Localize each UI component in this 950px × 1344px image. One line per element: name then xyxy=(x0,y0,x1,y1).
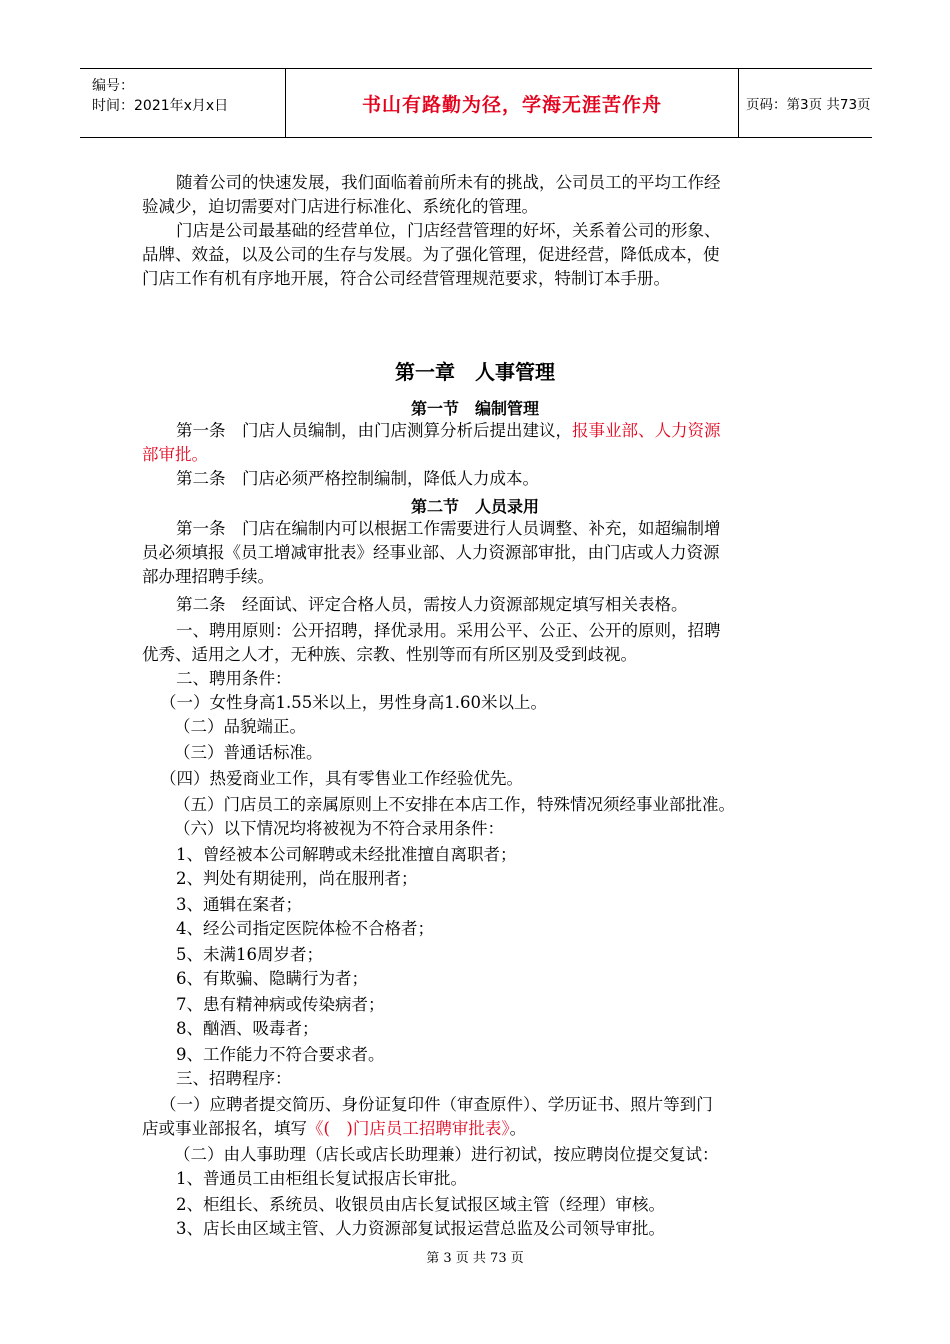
article-text: 店或事业部报名，填写 xyxy=(142,1119,307,1138)
intro-line: 门店是公司最基础的经营单位，门店经营管理的好坏，关系着公司的形象、 xyxy=(176,221,721,240)
list-item xyxy=(142,1118,526,1140)
article-line: 第二条 经面试、评定合格人员，需按人力资源部规定填写相关表格。 xyxy=(176,595,688,614)
list-item: 3、通辑在案者； xyxy=(176,895,302,914)
highlight-text: 报事业部、人力资源 xyxy=(572,421,721,440)
list-item: 6、有欺骗、隐瞒行为者； xyxy=(176,969,368,988)
intro-line: 随着公司的快速发展，我们面临着前所未有的挑战，公司员工的平均工作经 xyxy=(176,173,721,192)
time-label: 时间：2021年x月x日 xyxy=(92,98,229,114)
number-label: 编号： xyxy=(92,78,134,94)
form-name: 《( )门店员工招聘审批表》 xyxy=(307,1119,510,1138)
intro-line: 品牌、效益，以及公司的生存与发展。为了强化管理，促进经营，降低成本，使 xyxy=(142,245,720,264)
article-text: 第一条 门店人员编制，由门店测算分析后提出建议， xyxy=(176,421,572,440)
page-footer: 第 3 页 共 73 页 xyxy=(426,1251,524,1266)
list-item: 2、判处有期徒刑，尚在服刑者； xyxy=(176,869,418,888)
list-item: 5、未满16周岁者； xyxy=(176,945,323,964)
list-item: （三）普通话标准。 xyxy=(174,743,323,762)
page-header xyxy=(80,68,872,138)
article-line: 第二条 门店必须严格控制编制，降低人力成本。 xyxy=(176,469,539,488)
header-meta xyxy=(80,69,285,137)
list-item: （四）热爱商业工作，具有零售业工作经验优先。 xyxy=(160,769,523,788)
list-item: 4、经公司指定医院体检不合格者； xyxy=(176,919,434,938)
chapter-title: 第一章 人事管理 xyxy=(395,360,555,384)
article-line: 第一条 门店在编制内可以根据工作需要进行人员调整、补充，如超编制增 xyxy=(176,519,721,538)
header-motto: 书山有路勤为径，学海无涯苦作舟 xyxy=(285,69,739,137)
article-line xyxy=(176,420,721,442)
highlight-text: 部审批。 xyxy=(142,445,208,464)
article-line: 一、聘用原则：公开招聘，择优录用。采用公平、公正、公开的原则，招聘 xyxy=(176,621,721,640)
list-item: 2、柜组长、系统员、收银员由店长复试报区域主管（经理）审核。 xyxy=(176,1195,665,1214)
list-item: 1、普通员工由柜组长复试报店长审批。 xyxy=(176,1169,467,1188)
list-item: 8、酗酒、吸毒者； xyxy=(176,1019,319,1038)
list-item: 1、曾经被本公司解聘或未经批准擅自离职者； xyxy=(176,845,517,864)
list-item: （一）应聘者提交简历、身份证复印件（审查原件）、学历证书、照片等到门 xyxy=(160,1095,713,1114)
list-heading: 二、聘用条件： xyxy=(176,669,292,688)
article-text: 。 xyxy=(509,1119,527,1138)
list-item: （一）女性身高1.55米以上，男性身高1.60米以上。 xyxy=(160,693,547,712)
list-item: 9、工作能力不符合要求者。 xyxy=(176,1045,385,1064)
list-item: （五）门店员工的亲属原则上不安排在本店工作，特殊情况须经事业部批准。 xyxy=(174,795,735,814)
list-item: （六）以下情况均将被视为不符合录用条件： xyxy=(174,819,504,838)
article-line: 部办理招聘手续。 xyxy=(142,567,274,586)
section-title: 第一节 编制管理 xyxy=(410,399,539,418)
section-title: 第二节 人员录用 xyxy=(410,497,539,516)
list-item: （二）品貌端正。 xyxy=(174,717,306,736)
intro-line: 门店工作有机有序地开展，符合公司经营管理规范要求，特制订本手册。 xyxy=(142,269,670,288)
list-item: 7、患有精神病或传染病者； xyxy=(176,995,385,1014)
list-heading: 三、招聘程序： xyxy=(176,1069,292,1088)
list-item: （二）由人事助理（店长或店长助理兼）进行初试，按应聘岗位提交复试： xyxy=(174,1145,719,1164)
article-line: 优秀、适用之人才，无种族、宗教、性别等而有所区别及受到歧视。 xyxy=(142,645,637,664)
article-line: 员必须填报《员工增减审批表》经事业部、人力资源部审批，由门店或人力资源 xyxy=(142,543,720,562)
list-item: 3、店长由区域主管、人力资源部复试报运营总监及公司领导审批。 xyxy=(176,1219,665,1238)
intro-line: 验减少，迫切需要对门店进行标准化、系统化的管理。 xyxy=(142,197,538,216)
header-page-info: 页码：第3页 共73页 xyxy=(746,97,871,113)
